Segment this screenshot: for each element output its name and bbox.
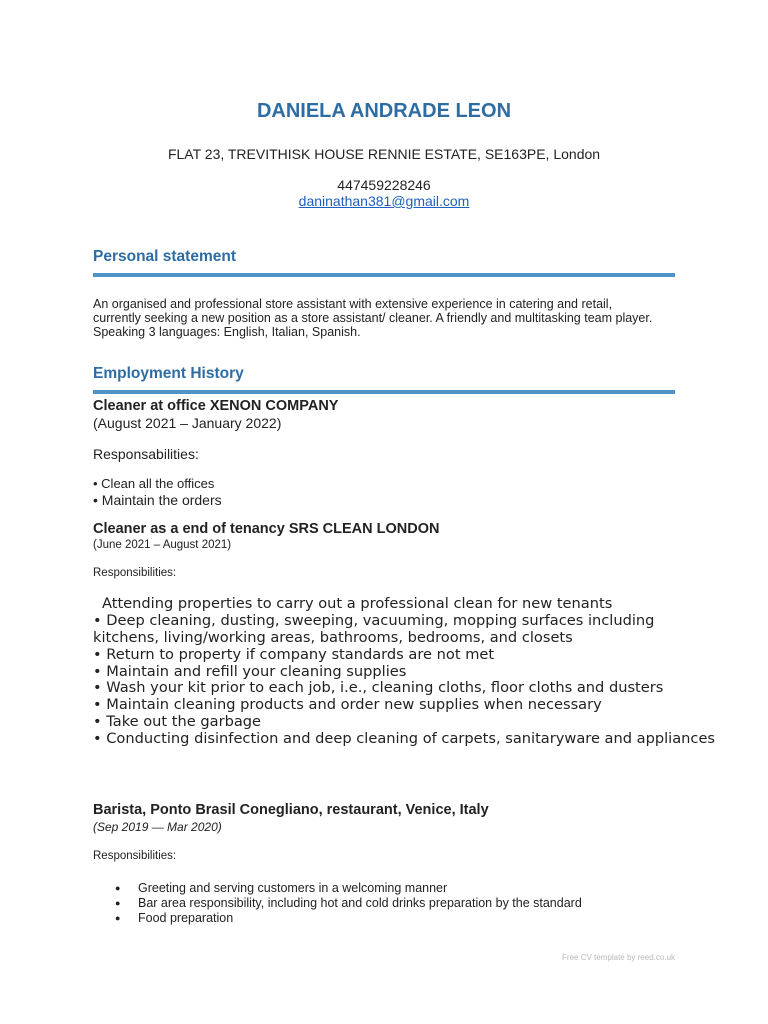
list-item: • Conducting disinfection and deep cleaning of carpets, sanitaryware and appliances [93, 730, 716, 747]
list-item: • Maintain the orders [93, 492, 222, 508]
job-title: Cleaner at office XENON COMPANY [93, 398, 339, 414]
responsibilities-label: Responsabilities: [93, 446, 199, 462]
job-dates: (August 2021 – January 2022) [93, 415, 282, 431]
list-item: Greeting and serving customers in a welcoming manner [138, 881, 448, 895]
list-item: • Deep cleaning, dusting, sweeping, vacuuming, mopping surfaces including [93, 612, 655, 629]
list-item: • Maintain cleaning products and order new supplies when necessary [93, 696, 602, 713]
email-link[interactable]: daninathan381@gmail.com [298, 193, 470, 209]
bullet-dot: ● [115, 898, 121, 908]
job-dates: (June 2021 – August 2021) [93, 539, 232, 551]
list-item: Attending properties to carry out a professional clean for new tenants [102, 595, 613, 612]
section-divider [93, 390, 675, 394]
footer-credit: Free CV template by reed.co.uk [562, 953, 675, 962]
list-item: kitchens, living/working areas, bathrooms, bedrooms, and closets [93, 629, 573, 646]
section-divider [93, 273, 675, 277]
statement-line-3: Speaking 3 languages: English, Italian, Spanish. [93, 325, 361, 339]
responsibilities-label: Responsibilities: [93, 850, 177, 862]
responsibilities-label: Responsibilities: [93, 567, 177, 579]
list-item: Bar area responsibility, including hot and cold drinks preparation by the standard [138, 896, 582, 910]
email-line [0, 193, 768, 209]
list-item: • Take out the garbage [93, 713, 262, 730]
job-title: Barista, Ponto Brasil Conegliano, restaurant, Venice, Italy [93, 802, 489, 818]
list-item: • Maintain and refill your cleaning supplies [93, 663, 407, 680]
list-item: • Wash your kit prior to each job, i.e., cleaning cloths, floor cloths and dusters [93, 679, 664, 696]
list-item: • Return to property if company standards are not met [93, 646, 495, 663]
employment-history-heading: Employment History [93, 365, 244, 382]
job-title: Cleaner as a end of tenancy SRS CLEAN LONDON [93, 521, 440, 537]
phone-number: 447459228246 [337, 177, 431, 193]
address: FLAT 23, TREVITHISK HOUSE RENNIE ESTATE, SE163PE, London [167, 146, 601, 162]
statement-line-1: An organised and professional store assistant with extensive experience in catering and retail, [93, 297, 613, 311]
job-dates: (Sep 2019 — Mar 2020) [93, 820, 222, 834]
list-item: Food preparation [138, 911, 234, 925]
list-item: • Clean all the offices [93, 476, 215, 491]
candidate-name: DANIELA ANDRADE LEON [256, 100, 512, 122]
bullet-dot: ● [115, 883, 121, 893]
bullet-dot: ● [115, 913, 121, 923]
statement-line-2: currently seeking a new position as a store assistant/ cleaner. A friendly and multitasking team player. [93, 311, 653, 325]
personal-statement-heading: Personal statement [93, 248, 236, 265]
